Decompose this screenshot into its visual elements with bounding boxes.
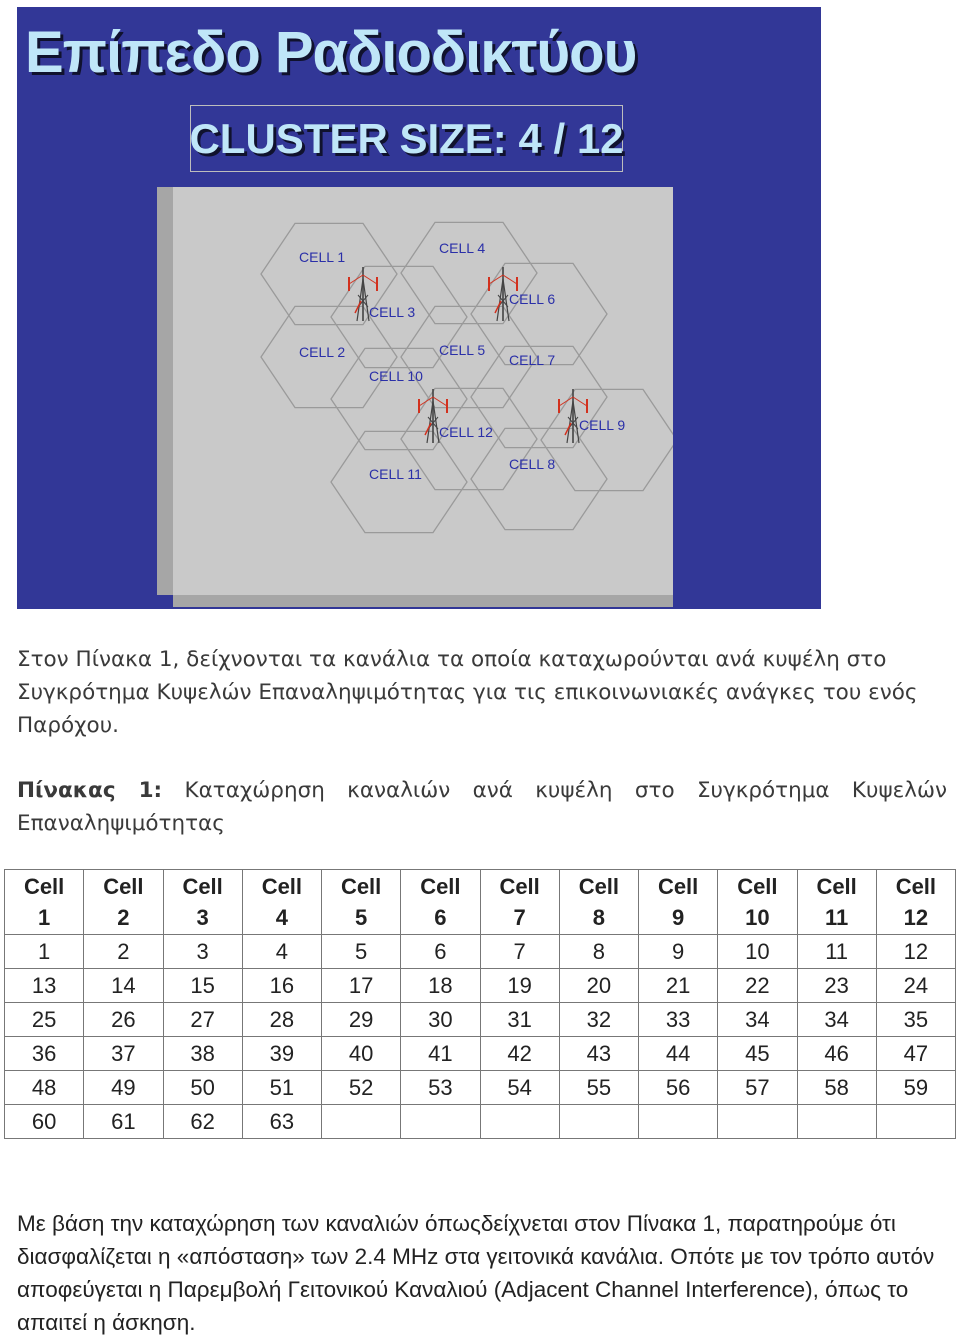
table-header-cell — [242, 870, 321, 935]
table-cell: 27 — [163, 1003, 242, 1037]
header-number: 6 — [434, 905, 447, 930]
cell-diagram-panel — [173, 187, 673, 595]
cell-label: CELL 2 — [299, 344, 346, 360]
cell-label: CELL 5 — [439, 342, 486, 358]
table-row — [5, 1037, 956, 1071]
table-cell — [639, 1105, 718, 1139]
table-header-row — [5, 870, 956, 935]
cell-label: CELL 6 — [509, 291, 556, 307]
table-cell: 60 — [5, 1105, 84, 1139]
header-word: Cell — [103, 874, 144, 899]
conclusion-paragraph: Με βάση την καταχώρηση των καναλιών όπωςδείχνεται στον Πίνακα 1, παρατηρούμε ότι διασφαλίζεται η «απόσταση» των 2.4 MHz στα γειτονικά κανάλια. Οπότε με τον τρόπο αυτόν αποφεύγεται η Παρεμβολή Γειτονικού Καναλιού (Adjacent Channel Interference), όπως το απαιτεί η άσκηση. — [17, 1211, 935, 1335]
table-header-cell — [876, 870, 955, 935]
table-row — [5, 935, 956, 969]
table-cell: 55 — [559, 1071, 638, 1105]
table-cell: 28 — [242, 1003, 321, 1037]
table-header-cell — [639, 870, 718, 935]
table-cell: 31 — [480, 1003, 559, 1037]
table-cell: 10 — [718, 935, 797, 969]
table-cell: 7 — [480, 935, 559, 969]
hexagon-cell — [331, 431, 467, 532]
header-number: 2 — [117, 905, 130, 930]
table-header-cell — [5, 870, 84, 935]
table-cell: 43 — [559, 1037, 638, 1071]
table-cell — [480, 1105, 559, 1139]
table-cell: 48 — [5, 1071, 84, 1105]
header-word: Cell — [420, 874, 461, 899]
header-word: Cell — [737, 874, 778, 899]
header-number: 8 — [592, 905, 605, 930]
header-number: 5 — [355, 905, 368, 930]
header-number: 12 — [903, 905, 929, 930]
table-cell: 57 — [718, 1071, 797, 1105]
table-header-cell — [480, 870, 559, 935]
table-cell: 46 — [797, 1037, 876, 1071]
header-word: Cell — [261, 874, 303, 899]
table-cell: 16 — [242, 969, 321, 1003]
table-cell — [797, 1105, 876, 1139]
table-cell: 47 — [876, 1037, 955, 1071]
table-row — [5, 969, 956, 1003]
table-header-cell — [84, 870, 163, 935]
cell-label: CELL 10 — [369, 368, 423, 384]
header-number: 4 — [275, 905, 288, 930]
header-word: Cell — [657, 874, 699, 899]
table-cell: 8 — [559, 935, 638, 969]
table-cell: 61 — [84, 1105, 163, 1139]
table-cell — [401, 1105, 480, 1139]
table-header-cell — [559, 870, 638, 935]
table-cell: 4 — [242, 935, 321, 969]
table-cell: 35 — [876, 1003, 955, 1037]
table-cell: 51 — [242, 1071, 321, 1105]
table-cell: 41 — [401, 1037, 480, 1071]
cell-label: CELL 1 — [299, 249, 346, 265]
table-cell: 58 — [797, 1071, 876, 1105]
header-word: Cell — [578, 874, 620, 899]
table-cell: 39 — [242, 1037, 321, 1071]
table-cell: 24 — [876, 969, 955, 1003]
table-cell: 38 — [163, 1037, 242, 1071]
table-cell — [559, 1105, 638, 1139]
header-word: Cell — [23, 874, 65, 899]
table-caption-label: Πίνακας 1: — [17, 778, 163, 803]
table-cell: 11 — [797, 935, 876, 969]
header-word: Cell — [499, 874, 540, 899]
table-cell: 23 — [797, 969, 876, 1003]
hexagon-cell — [471, 263, 607, 364]
table-cell: 2 — [84, 935, 163, 969]
header-number: 7 — [513, 905, 526, 930]
table-cell: 45 — [718, 1037, 797, 1071]
table-cell: 59 — [876, 1071, 955, 1105]
hexagon-cluster-diagram — [173, 187, 673, 595]
table-header-cell — [163, 870, 242, 935]
table-cell: 42 — [480, 1037, 559, 1071]
header-word: Cell — [182, 874, 223, 899]
table-body — [5, 935, 956, 1139]
table-cell: 9 — [639, 935, 718, 969]
table-cell: 18 — [401, 969, 480, 1003]
table-cell: 50 — [163, 1071, 242, 1105]
antenna-tower-icon — [559, 389, 587, 443]
table-cell: 12 — [876, 935, 955, 969]
table-cell: 5 — [322, 935, 401, 969]
table-caption — [17, 774, 947, 840]
header-word: Cell — [895, 874, 937, 899]
cluster-size-label: CLUSTER SIZE: 4 / 12 — [190, 105, 623, 172]
table-row — [5, 1071, 956, 1105]
header-word: Cell — [340, 874, 382, 899]
table-cell: 30 — [401, 1003, 480, 1037]
table-cell: 33 — [639, 1003, 718, 1037]
header-number: 9 — [672, 905, 685, 930]
table-header-cell — [718, 870, 797, 935]
table-cell: 44 — [639, 1037, 718, 1071]
hexagon-cell — [401, 222, 537, 323]
header-number: 10 — [745, 905, 770, 930]
table-cell: 34 — [718, 1003, 797, 1037]
table-cell: 26 — [84, 1003, 163, 1037]
table-cell: 49 — [84, 1071, 163, 1105]
cell-label: CELL 9 — [579, 417, 626, 433]
table-cell: 6 — [401, 935, 480, 969]
table-cell: 15 — [163, 969, 242, 1003]
table-cell: 56 — [639, 1071, 718, 1105]
table-cell: 63 — [242, 1105, 321, 1139]
table-cell: 19 — [480, 969, 559, 1003]
header-number: 3 — [196, 905, 209, 930]
table-cell: 34 — [797, 1003, 876, 1037]
table-cell: 32 — [559, 1003, 638, 1037]
cell-label: CELL 7 — [509, 352, 556, 368]
table-cell: 14 — [84, 969, 163, 1003]
header-word: Cell — [816, 874, 857, 899]
table-header-cell — [322, 870, 401, 935]
cell-label: CELL 11 — [369, 466, 422, 482]
table-cell: 3 — [163, 935, 242, 969]
table-cell: 53 — [401, 1071, 480, 1105]
table-row — [5, 1105, 956, 1139]
table-cell: 13 — [5, 969, 84, 1003]
table-cell — [876, 1105, 955, 1139]
table-cell: 52 — [322, 1071, 401, 1105]
table-cell: 21 — [639, 969, 718, 1003]
hexagon-cell — [471, 428, 607, 529]
header-number: 1 — [38, 905, 51, 930]
table-cell: 1 — [5, 935, 84, 969]
table-header-cell — [797, 870, 876, 935]
table-cell — [322, 1105, 401, 1139]
table-cell: 62 — [163, 1105, 242, 1139]
table-cell: 40 — [322, 1037, 401, 1071]
intro-paragraph: Στον Πίνακα 1, δείχνονται τα κανάλια τα οποία καταχωρούνται ανά κυψέλη στο Συγκρότημα Κυψελών Επαναληψιμότητας για τις επικοινωνιακές ανάγκες του ενός Παρόχου. — [17, 647, 918, 738]
table-cell: 17 — [322, 969, 401, 1003]
slide — [17, 7, 821, 609]
header-number: 11 — [824, 905, 849, 930]
cell-label: CELL 8 — [509, 456, 556, 472]
table-row — [5, 1003, 956, 1037]
slide-title: Επίπεδο Ραδιοδικτύου — [25, 20, 637, 85]
table-cell: 20 — [559, 969, 638, 1003]
cell-label: CELL 12 — [439, 424, 493, 440]
table-cell: 37 — [84, 1037, 163, 1071]
table-cell: 54 — [480, 1071, 559, 1105]
table-caption-text: Καταχώρηση καναλιών ανά κυψέλη στο Συγκρότημα Κυψελών Επαναληψιμότητας — [17, 778, 948, 836]
table-cell: 22 — [718, 969, 797, 1003]
table-cell: 36 — [5, 1037, 84, 1071]
cell-label: CELL 3 — [369, 304, 416, 320]
channel-allocation-table — [4, 869, 956, 1139]
table-cell: 25 — [5, 1003, 84, 1037]
table-cell: 29 — [322, 1003, 401, 1037]
table-header-cell — [401, 870, 480, 935]
cell-label: CELL 4 — [439, 240, 486, 256]
table-cell — [718, 1105, 797, 1139]
